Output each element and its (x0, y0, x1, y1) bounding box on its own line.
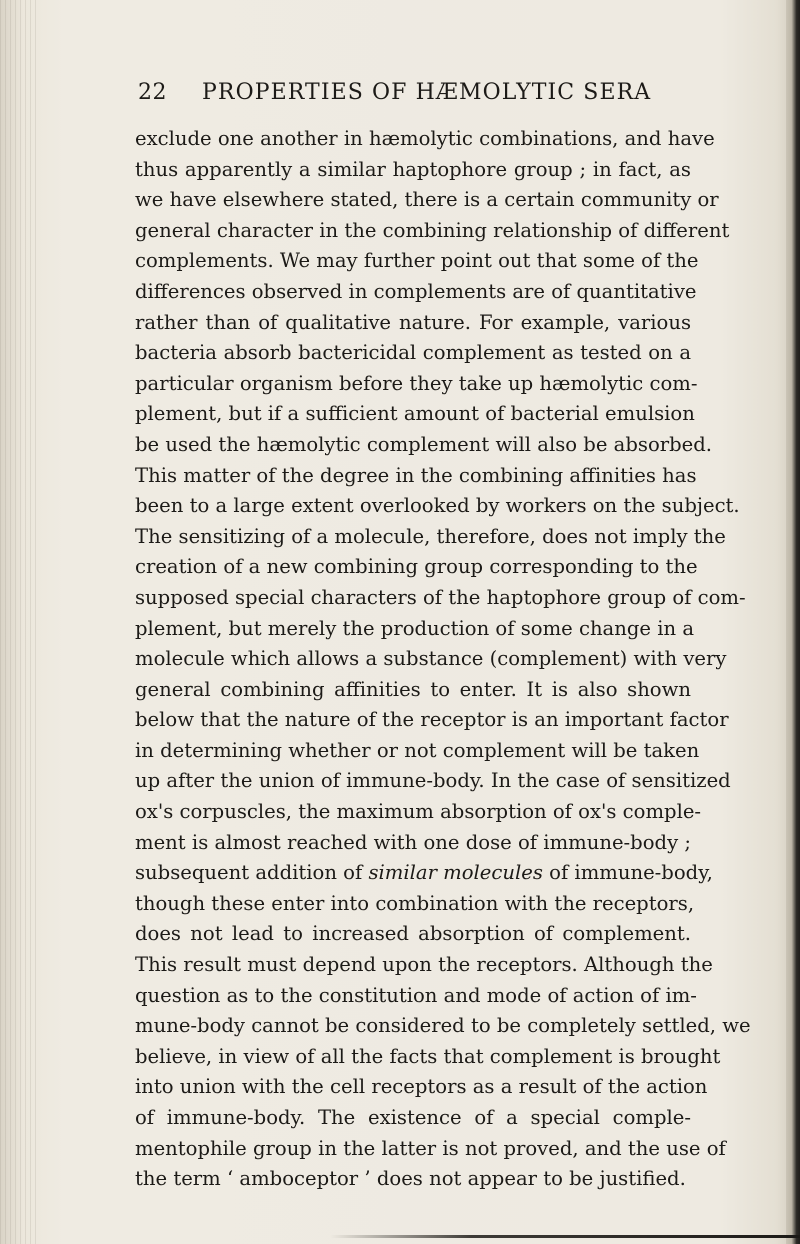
text-line: molecule which allows a substance (complement) with very (135, 647, 727, 671)
text-line: ox's corpuscles, the maximum absorption of ox's comple- (135, 800, 702, 824)
text-line: of immune-body. The existence of a special comple- (135, 1106, 691, 1129)
text-line: creation of a new combining group corresponding to the (135, 555, 698, 579)
text-line: This result must depend upon the receptors. Although the (135, 953, 713, 977)
text-segment: of immune-body, (542, 861, 713, 885)
text-line: mune-body cannot be considered to be completely settled, we (135, 1014, 751, 1038)
italic-emphasis: similar molecules (368, 861, 543, 885)
text-line: does not lead to increased absorption of complement. (135, 922, 691, 946)
text-line: been to a large extent overlooked by workers on the subject. (135, 494, 740, 518)
text-line: thus apparently a similar haptophore group ; in fact, as (135, 157, 691, 181)
text-line: The sensitizing of a molecule, therefore, does not imply the (135, 524, 726, 548)
body-text (135, 124, 751, 1195)
text-line: be used the hæmolytic complement will also be absorbed. (135, 432, 713, 456)
text-segment: subsequent addition of (135, 861, 369, 885)
text-line: below that the nature of the receptor is an important factor (135, 708, 729, 732)
text-line: This matter of the degree in the combining affinities has (135, 463, 697, 487)
text-line: supposed special characters of the haptophore group of com- (135, 585, 746, 609)
running-header (138, 80, 698, 114)
text-line: plement, but if a sufficient amount of bacterial emulsion (135, 402, 695, 426)
text-line: general character in the combining relationship of different (135, 218, 730, 242)
text-line: plement, but merely the production of some change in a (135, 616, 695, 640)
text-line-last: the term ‘ amboceptor ’ does not appear to be justified. (135, 1167, 686, 1191)
text-line: mentophile group in the latter is not proved, and the use of (135, 1136, 726, 1160)
text-line: differences observed in complements are of quantitative (135, 279, 697, 303)
text-line: general combining affinities to enter. It is also shown (135, 677, 691, 701)
page-gutter-shadow (0, 0, 36, 1244)
text-line: in determining whether or not complement will be taken (135, 738, 700, 762)
text-line: exclude one another in hæmolytic combinations, and have (135, 127, 715, 150)
text-line: we have elsewhere stated, there is a certain community or (135, 188, 719, 212)
text-line: though these enter into combination with the receptors, (135, 891, 695, 915)
running-title: PROPERTIES OF HÆMOLYTIC SERA (202, 80, 652, 105)
text-line: particular organism before they take up hæmolytic com- (135, 371, 698, 395)
text-line: ment is almost reached with one dose of immune-body ; (135, 830, 691, 854)
text-line: believe, in view of all the facts that complement is brought (135, 1044, 721, 1068)
text-line: bacteria absorb bactericidal complement as tested on a (135, 341, 691, 365)
text-line: into union with the cell receptors as a result of the action (135, 1075, 708, 1099)
bottom-edge-shadow (330, 1235, 800, 1238)
text-line: complements. We may further point out that some of the (135, 249, 699, 273)
page-edge-shadow (786, 0, 800, 1244)
text-line: question as to the constitution and mode of action of im- (135, 983, 697, 1007)
text-line: up after the union of immune-body. In the case of sensitized (135, 769, 731, 793)
text-line-with-italic (135, 858, 713, 889)
text-line: rather than of qualitative nature. For example, various (135, 310, 691, 334)
page-number: 22 (138, 80, 167, 105)
